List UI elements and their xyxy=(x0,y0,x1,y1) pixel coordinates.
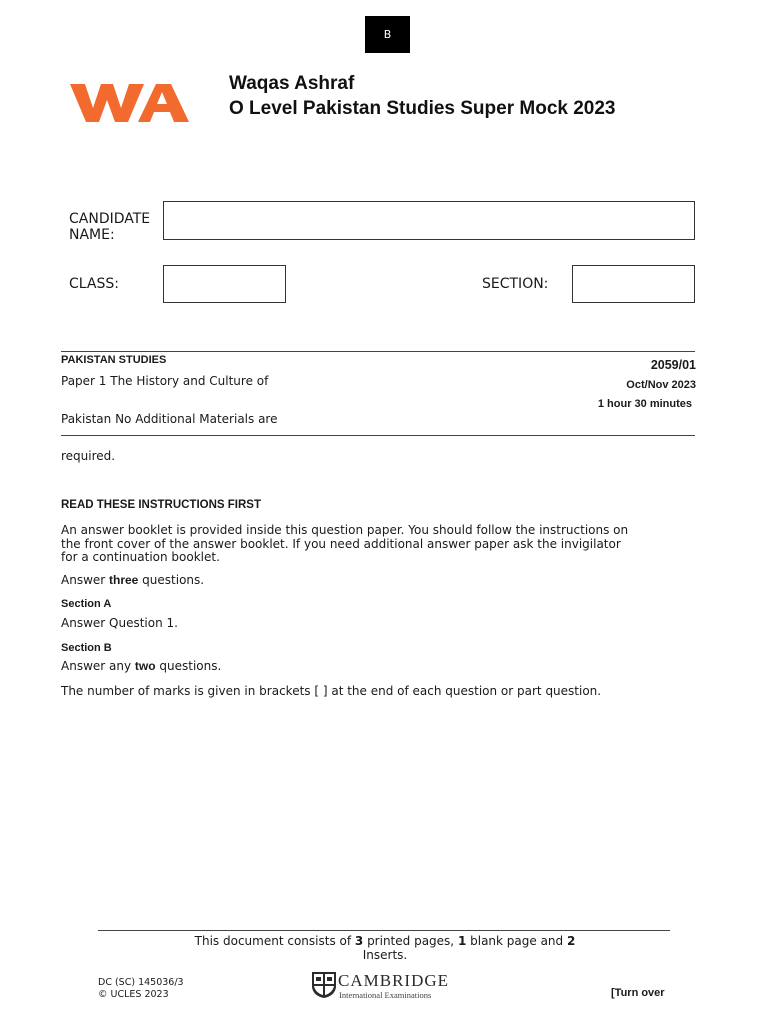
printed-pages-count: 3 xyxy=(354,934,364,948)
candidate-label-line1: CANDIDATE xyxy=(69,211,151,227)
section-a-text: Answer Question 1. xyxy=(61,616,178,630)
marks-note: The number of marks is given in brackets [ ] at the end of each question or part question. xyxy=(61,684,602,698)
class-field[interactable] xyxy=(163,265,286,303)
document-code: DC (SC) 145036/3 xyxy=(98,977,184,988)
wa-logo-icon xyxy=(68,78,192,126)
inserts-count: 2 xyxy=(566,934,576,948)
paper-variant-badge: B xyxy=(365,16,410,53)
candidate-name-label xyxy=(69,211,150,243)
answer-post: questions. xyxy=(138,573,205,587)
turn-over-note: [Turn over xyxy=(611,987,665,999)
cambridge-shield-icon xyxy=(311,971,341,1001)
author-name: Waqas Ashraf xyxy=(229,73,355,94)
section-field[interactable] xyxy=(572,265,695,303)
consists-pre: This document consists of xyxy=(194,934,355,948)
section-b-bold: two xyxy=(134,659,156,673)
paper-line-2: Pakistan No Additional Materials are xyxy=(61,412,278,426)
copyright: © UCLES 2023 xyxy=(98,989,169,1000)
inserts-text: Inserts. xyxy=(362,948,408,962)
section-a-heading: Section A xyxy=(61,598,112,610)
divider-bottom xyxy=(61,435,695,436)
answer-bold: three xyxy=(109,573,139,587)
candidate-name-field[interactable] xyxy=(163,201,695,240)
exam-header xyxy=(229,72,616,122)
instructions-paragraph: An answer booklet is provided inside this question paper. You should follow the instructions on the front cover of the answer booklet. If you need additional answer paper ask the invigilator for a continuation booklet. xyxy=(61,523,629,564)
section-label: SECTION: xyxy=(482,276,549,292)
candidate-label-line2: NAME: xyxy=(69,227,115,243)
printed-pages-text: printed pages, xyxy=(363,934,458,948)
subject-heading: PAKISTAN STUDIES xyxy=(61,354,167,366)
page-count-statement xyxy=(190,934,580,962)
section-b-post: questions. xyxy=(155,659,222,673)
blank-pages-count: 1 xyxy=(457,934,467,948)
paper-line-1: Paper 1 The History and Culture of xyxy=(61,374,269,388)
paper-line-3: required. xyxy=(61,449,116,463)
footer-divider xyxy=(98,930,670,931)
section-b-text xyxy=(61,660,221,674)
exam-title: O Level Pakistan Studies Super Mock 2023 xyxy=(229,98,616,119)
answer-pre: Answer xyxy=(61,573,110,587)
class-label: CLASS: xyxy=(69,276,119,292)
divider-top xyxy=(61,351,695,352)
section-b-heading: Section B xyxy=(61,642,112,654)
blank-pages-text: blank page and xyxy=(466,934,567,948)
paper-code: 2059/01 xyxy=(650,358,696,372)
section-b-pre: Answer any xyxy=(61,659,135,673)
exam-session: Oct/Nov 2023 xyxy=(626,379,696,391)
answer-count-text xyxy=(61,574,204,588)
instructions-heading: READ THESE INSTRUCTIONS FIRST xyxy=(61,499,261,511)
cambridge-subtitle: International Examinations xyxy=(339,990,432,1000)
exam-duration: 1 hour 30 minutes xyxy=(597,398,692,410)
cambridge-wordmark: CAMBRIDGE xyxy=(338,971,450,990)
